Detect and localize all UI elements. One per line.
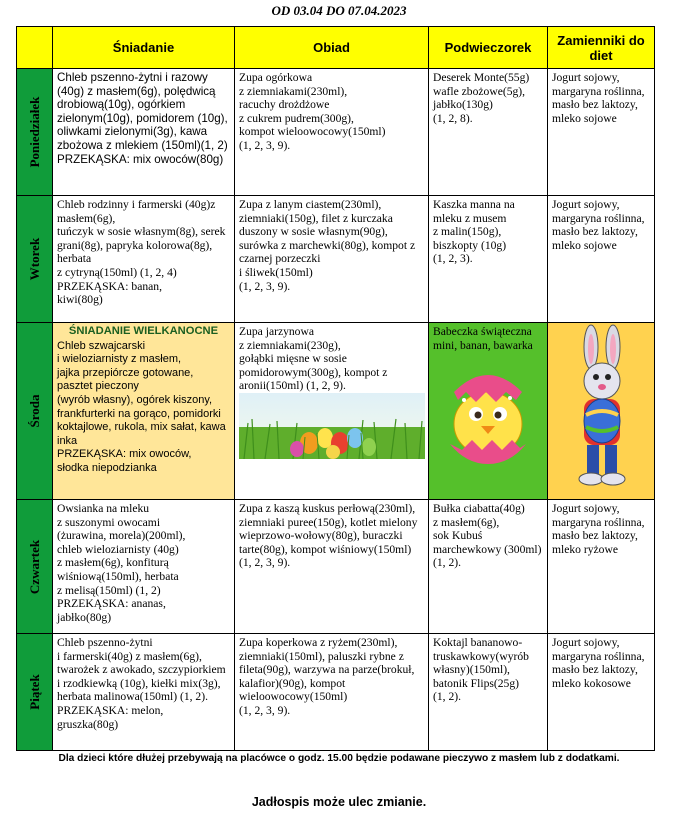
easter-bunny-image <box>551 323 651 493</box>
obiad-poniedzialek: Zupa ogórkowa z ziemniakami(230ml), racuchy drożdżowe z cukrem pudrem(300g), kompot wieloowocowy(150ml) (1, 2, 3, 9). <box>235 69 429 196</box>
podwieczorek-piatek: Koktajl bananowo-truskawkowy(wyrób własny)(150ml), batonik Flips(25g) (1, 2). <box>429 634 548 751</box>
zamienniki-czwartek: Jogurt sojowy, margaryna roślinna, masło bez laktozy, mleko ryżowe <box>548 500 655 634</box>
day-label-piatek: Piątek <box>17 634 53 751</box>
podwieczorek-czwartek: Bułka ciabatta(40g) z masłem(6g), sok Kubuś marchewkowy (300ml) (1, 2). <box>429 500 548 634</box>
obiad-sroda-text: Zupa jarzynowa z ziemniakami(230g), gołąbki mięsne w sosie pomidorowym(300g), kompot z aronii(150ml) (1, 2, 9). <box>239 325 388 393</box>
day-row-wtorek <box>17 196 655 323</box>
day-row-czwartek <box>17 500 655 634</box>
menu-title: OD 03.04 DO 07.04.2023 <box>271 3 407 18</box>
obiad-wtorek: Zupa z lanym ciastem(230ml), ziemniaki(150g), filet z kurczaka duszony w sosie własnym(90g), surówka z marchewki(80g), kompot z czarnej porzeczki i śliwek(150ml) (1, 2, 3, 9). <box>235 196 429 323</box>
sniadanie-wtorek: Chleb rodzinny i farmerski (40g)z masłem(6g), tuńczyk w sosie własnym(8g), serek grani(8g), papryka kolorowa(8g), herbata z cytryną(150ml) (1, 2, 4) PRZEKĄSKA: banan, kiwi(80g) <box>53 196 235 323</box>
bread-footnote: Dla dzieci które dłużej przebywają na placówce o godz. 15.00 będzie podawane pieczywo z masłem lub z dodatkami. <box>58 753 620 764</box>
obiad-sroda <box>235 323 429 500</box>
podwieczorek-sroda <box>429 323 548 500</box>
header-podwieczorek: Podwieczorek <box>429 27 548 69</box>
day-row-sroda <box>17 323 655 500</box>
sniadanie-poniedzialek: Chleb pszenno-żytni i razowy (40g) z masłem(6g), polędwicą drobiową(10g), ogórkiem zielonym(10g), pomidorem (10g), oliwkami zielonymi(3g), kawa zbożowa z mlekiem (150ml)(1, 2) PRZEKĄSKA: mix owoców(80g) <box>53 69 235 196</box>
day-label-wtorek: Wtorek <box>17 196 53 323</box>
sniadanie-czwartek: Owsianka na mleku z suszonymi owocami (żurawina, morela)(200ml), chleb wieloziarnisty (40g) z masłem(6g), konfiturą wiśniową(150ml), herbata z melisą(150ml) (1, 2) PRZEKĄSKA: ananas, jabłko(80g) <box>53 500 235 634</box>
header-sniadanie: Śniadanie <box>53 27 235 69</box>
menu-change-note: Jadłospis może ulec zmianie. <box>251 795 427 809</box>
day-row-poniedzialek <box>17 69 655 196</box>
obiad-czwartek: Zupa z kaszą kuskus perłową(230ml), ziemniaki puree(150g), kotlet mielony wieprzowo-wołowy(80g), buraczki tarte(80g), kompot wiśniowy(150ml) (1, 2, 3, 9). <box>235 500 429 634</box>
obiad-piatek: Zupa koperkowa z ryżem(230ml), ziemniaki(150ml), paluszki rybne z fileta(90g), warzywa na parze(brokuł, kalafior)(90g), kompot wieloowocowy(150ml) (1, 2, 3, 9). <box>235 634 429 751</box>
easter-eggs-grass-image <box>239 393 425 459</box>
header-zamienniki: Zamienniki do diet <box>548 27 655 69</box>
day-label-czwartek: Czwartek <box>17 500 53 634</box>
easter-chick-image <box>436 352 540 464</box>
easter-breakfast-heading: ŚNIADANIE WIELKANOCNE <box>68 325 219 337</box>
zamienniki-wtorek: Jogurt sojowy, margaryna roślinna, masło bez laktozy, mleko sojowe <box>548 196 655 323</box>
sniadanie-piatek: Chleb pszenno-żytni i farmerski(40g) z masłem(6g), twarożek z awokado, szczypiorkiem i rzodkiewką (10g), kiełki mix(3g), herbata malinowa(150ml) (1, 2). PRZEKĄSKA: melon, gruszka(80g) <box>53 634 235 751</box>
zamienniki-poniedzialek: Jogurt sojowy, margaryna roślinna, masło bez laktozy, mleko sojowe <box>548 69 655 196</box>
day-label-sroda: Środa <box>17 323 53 500</box>
zamienniki-piatek: Jogurt sojowy, margaryna roślinna, masło bez laktozy, mleko kokosowe <box>548 634 655 751</box>
header-row <box>17 27 655 69</box>
header-obiad: Obiad <box>235 27 429 69</box>
header-corner <box>17 27 53 69</box>
sniadanie-sroda-text: Chleb szwajcarski i wieloziarnisty z masłem, jajka przepiórcze gotowane, pasztet pieczony (wyrób własny), ogórek kiszony, frankfurterki na gorąco, pomidorki koktajlowe, rukola, mix sałat, kawa inka PRZEKĄSKA: mix owoców, słodka niepodzianka <box>57 339 226 474</box>
sniadanie-sroda <box>53 323 235 500</box>
menu-table <box>16 26 655 751</box>
zamienniki-sroda <box>548 323 655 500</box>
podwieczorek-poniedzialek: Deserek Monte(55g) wafle zbożowe(5g), jabłko(130g) (1, 2, 8). <box>429 69 548 196</box>
podwieczorek-wtorek: Kaszka manna na mleku z musem z malin(150g), biszkopty (10g) (1, 2, 3). <box>429 196 548 323</box>
day-row-piatek <box>17 634 655 751</box>
podwieczorek-sroda-text: Babeczka świąteczna mini, banan, bawarka <box>433 325 533 352</box>
day-label-poniedzialek: Poniedziałek <box>17 69 53 196</box>
